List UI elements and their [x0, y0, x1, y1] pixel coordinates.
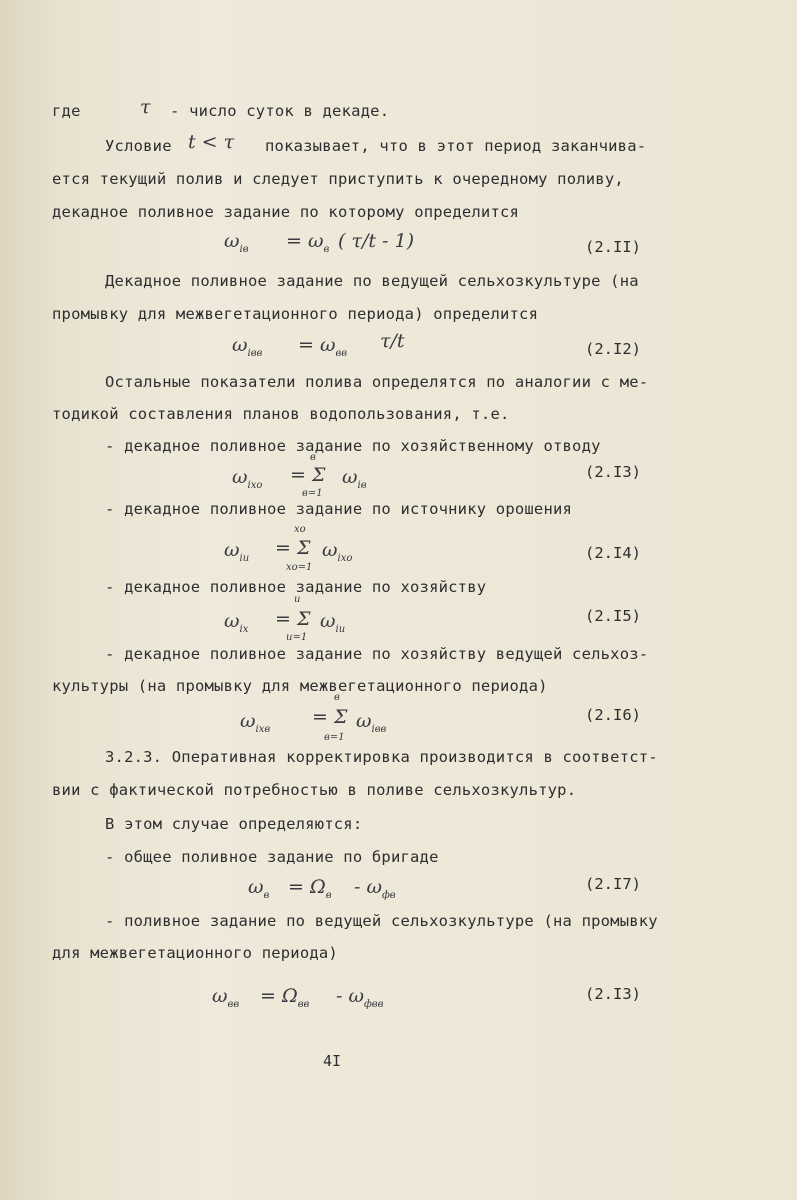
sub: в — [325, 889, 332, 901]
omega: ω — [212, 985, 228, 1007]
sum-upper: в — [334, 692, 340, 703]
text-line-12: - декадное поливное задание по хозяйству ведущей сельхоз- — [105, 645, 649, 663]
text-days-in-decade: - число суток в декаде. — [170, 102, 390, 120]
sum: = Σ — [312, 706, 348, 728]
text-line-17: - общее поливное задание по бригаде — [105, 848, 439, 866]
text-line-11: - декадное поливное задание по хозяйству — [105, 578, 487, 596]
text-where: где — [52, 102, 81, 120]
sub: iв — [357, 479, 367, 491]
equation-number-2-16: (2.I6) — [585, 706, 641, 724]
sub: iхв — [255, 723, 271, 735]
sum-lower: в=1 — [302, 488, 323, 499]
text-line-7: Остальные показатели полива определятся по аналогии с ме- — [105, 373, 649, 391]
rhs: = ω — [298, 334, 336, 356]
text-line-4: декадное поливное задание по которому определится — [52, 203, 520, 221]
text-line-5: Декадное поливное задание по ведущей сельхозкультуре (на — [105, 272, 639, 290]
equation-number-2-11: (2.II) — [585, 238, 641, 256]
sub: iхо — [337, 552, 353, 564]
text-line-3: ется текущий полив и следует приступить к очередному поливу, — [52, 170, 624, 188]
text-shows: показывает, что в этот период заканчива- — [265, 137, 647, 155]
sum-upper: и — [294, 594, 301, 605]
text-line-14: 3.2.3. Оперативная корректировка производится в соответст- — [105, 748, 658, 766]
page-number: 4I — [323, 1052, 342, 1070]
sub: фвв — [363, 998, 384, 1010]
text-line-15: вии с фактической потребностью в поливе сельхозкультур. — [52, 781, 577, 799]
sub: вв — [297, 998, 310, 1010]
equation-number-2-12: (2.I2) — [585, 340, 641, 358]
equation-number-2-14: (2.I4) — [585, 544, 641, 562]
fraction: τ/t — [380, 330, 405, 352]
omega: ω — [240, 710, 256, 732]
omega: ω — [356, 710, 372, 732]
paren-expression: ( τ/t - 1) — [338, 230, 414, 252]
sum-upper: в — [310, 452, 316, 463]
condition-formula: t < τ — [188, 131, 235, 153]
equation-number-2-18: (2.I3) — [585, 985, 641, 1003]
omega: ω — [232, 466, 248, 488]
rhs: = ω — [286, 230, 324, 252]
sub: вв — [335, 347, 348, 359]
sum: = Σ — [290, 464, 326, 486]
text-line-19: для межвегетационного периода) — [52, 944, 338, 962]
sub: iхо — [247, 479, 263, 491]
omega: ω — [224, 230, 240, 252]
omega: ω — [322, 539, 338, 561]
sum: = Σ — [275, 537, 311, 559]
tau-symbol: τ — [140, 96, 151, 118]
equation-number-2-17: (2.I7) — [585, 875, 641, 893]
sum-upper: хо — [294, 524, 306, 535]
sub: фв — [381, 889, 396, 901]
equation-number-2-13: (2.I3) — [585, 463, 641, 481]
sub: в — [323, 243, 330, 255]
omega-cap: = Ω — [288, 876, 326, 898]
text-line-16: В этом случае определяются: — [105, 815, 363, 833]
text-line-13: культуры (на промывку для межвегетационного периода) — [52, 677, 548, 695]
equation-number-2-15: (2.I5) — [585, 607, 641, 625]
sub: iвв — [371, 723, 387, 735]
sub: iи — [335, 623, 346, 635]
sub: iвв — [247, 347, 263, 359]
omega-cap: = Ω — [260, 985, 298, 1007]
sum-lower: хо=1 — [286, 562, 313, 573]
text-condition: Условие — [105, 137, 172, 155]
text-line-9: - декадное поливное задание по хозяйственному отводу — [105, 437, 601, 455]
omega: ω — [248, 876, 264, 898]
omega: ω — [342, 466, 358, 488]
minus-omega: - ω — [354, 876, 382, 898]
minus-omega: - ω — [336, 985, 364, 1007]
sub: iх — [239, 623, 249, 635]
text-line-18: - поливное задание по ведущей сельхозкультуре (на промывку — [105, 912, 658, 930]
sub: в — [263, 889, 270, 901]
omega: ω — [232, 334, 248, 356]
sub: вв — [227, 998, 240, 1010]
omega: ω — [320, 610, 336, 632]
text-line-10: - декадное поливное задание по источнику орошения — [105, 500, 573, 518]
sub: iв — [239, 243, 249, 255]
sum: = Σ — [275, 608, 311, 630]
sum-lower: в=1 — [324, 732, 345, 743]
omega: ω — [224, 610, 240, 632]
text-line-6: промывку для межвегетационного периода) определится — [52, 305, 539, 323]
sub: iи — [239, 552, 250, 564]
text-line-8: тодикой составления планов водопользования, т.е. — [52, 405, 510, 423]
omega: ω — [224, 539, 240, 561]
sum-lower: и=1 — [286, 632, 308, 643]
